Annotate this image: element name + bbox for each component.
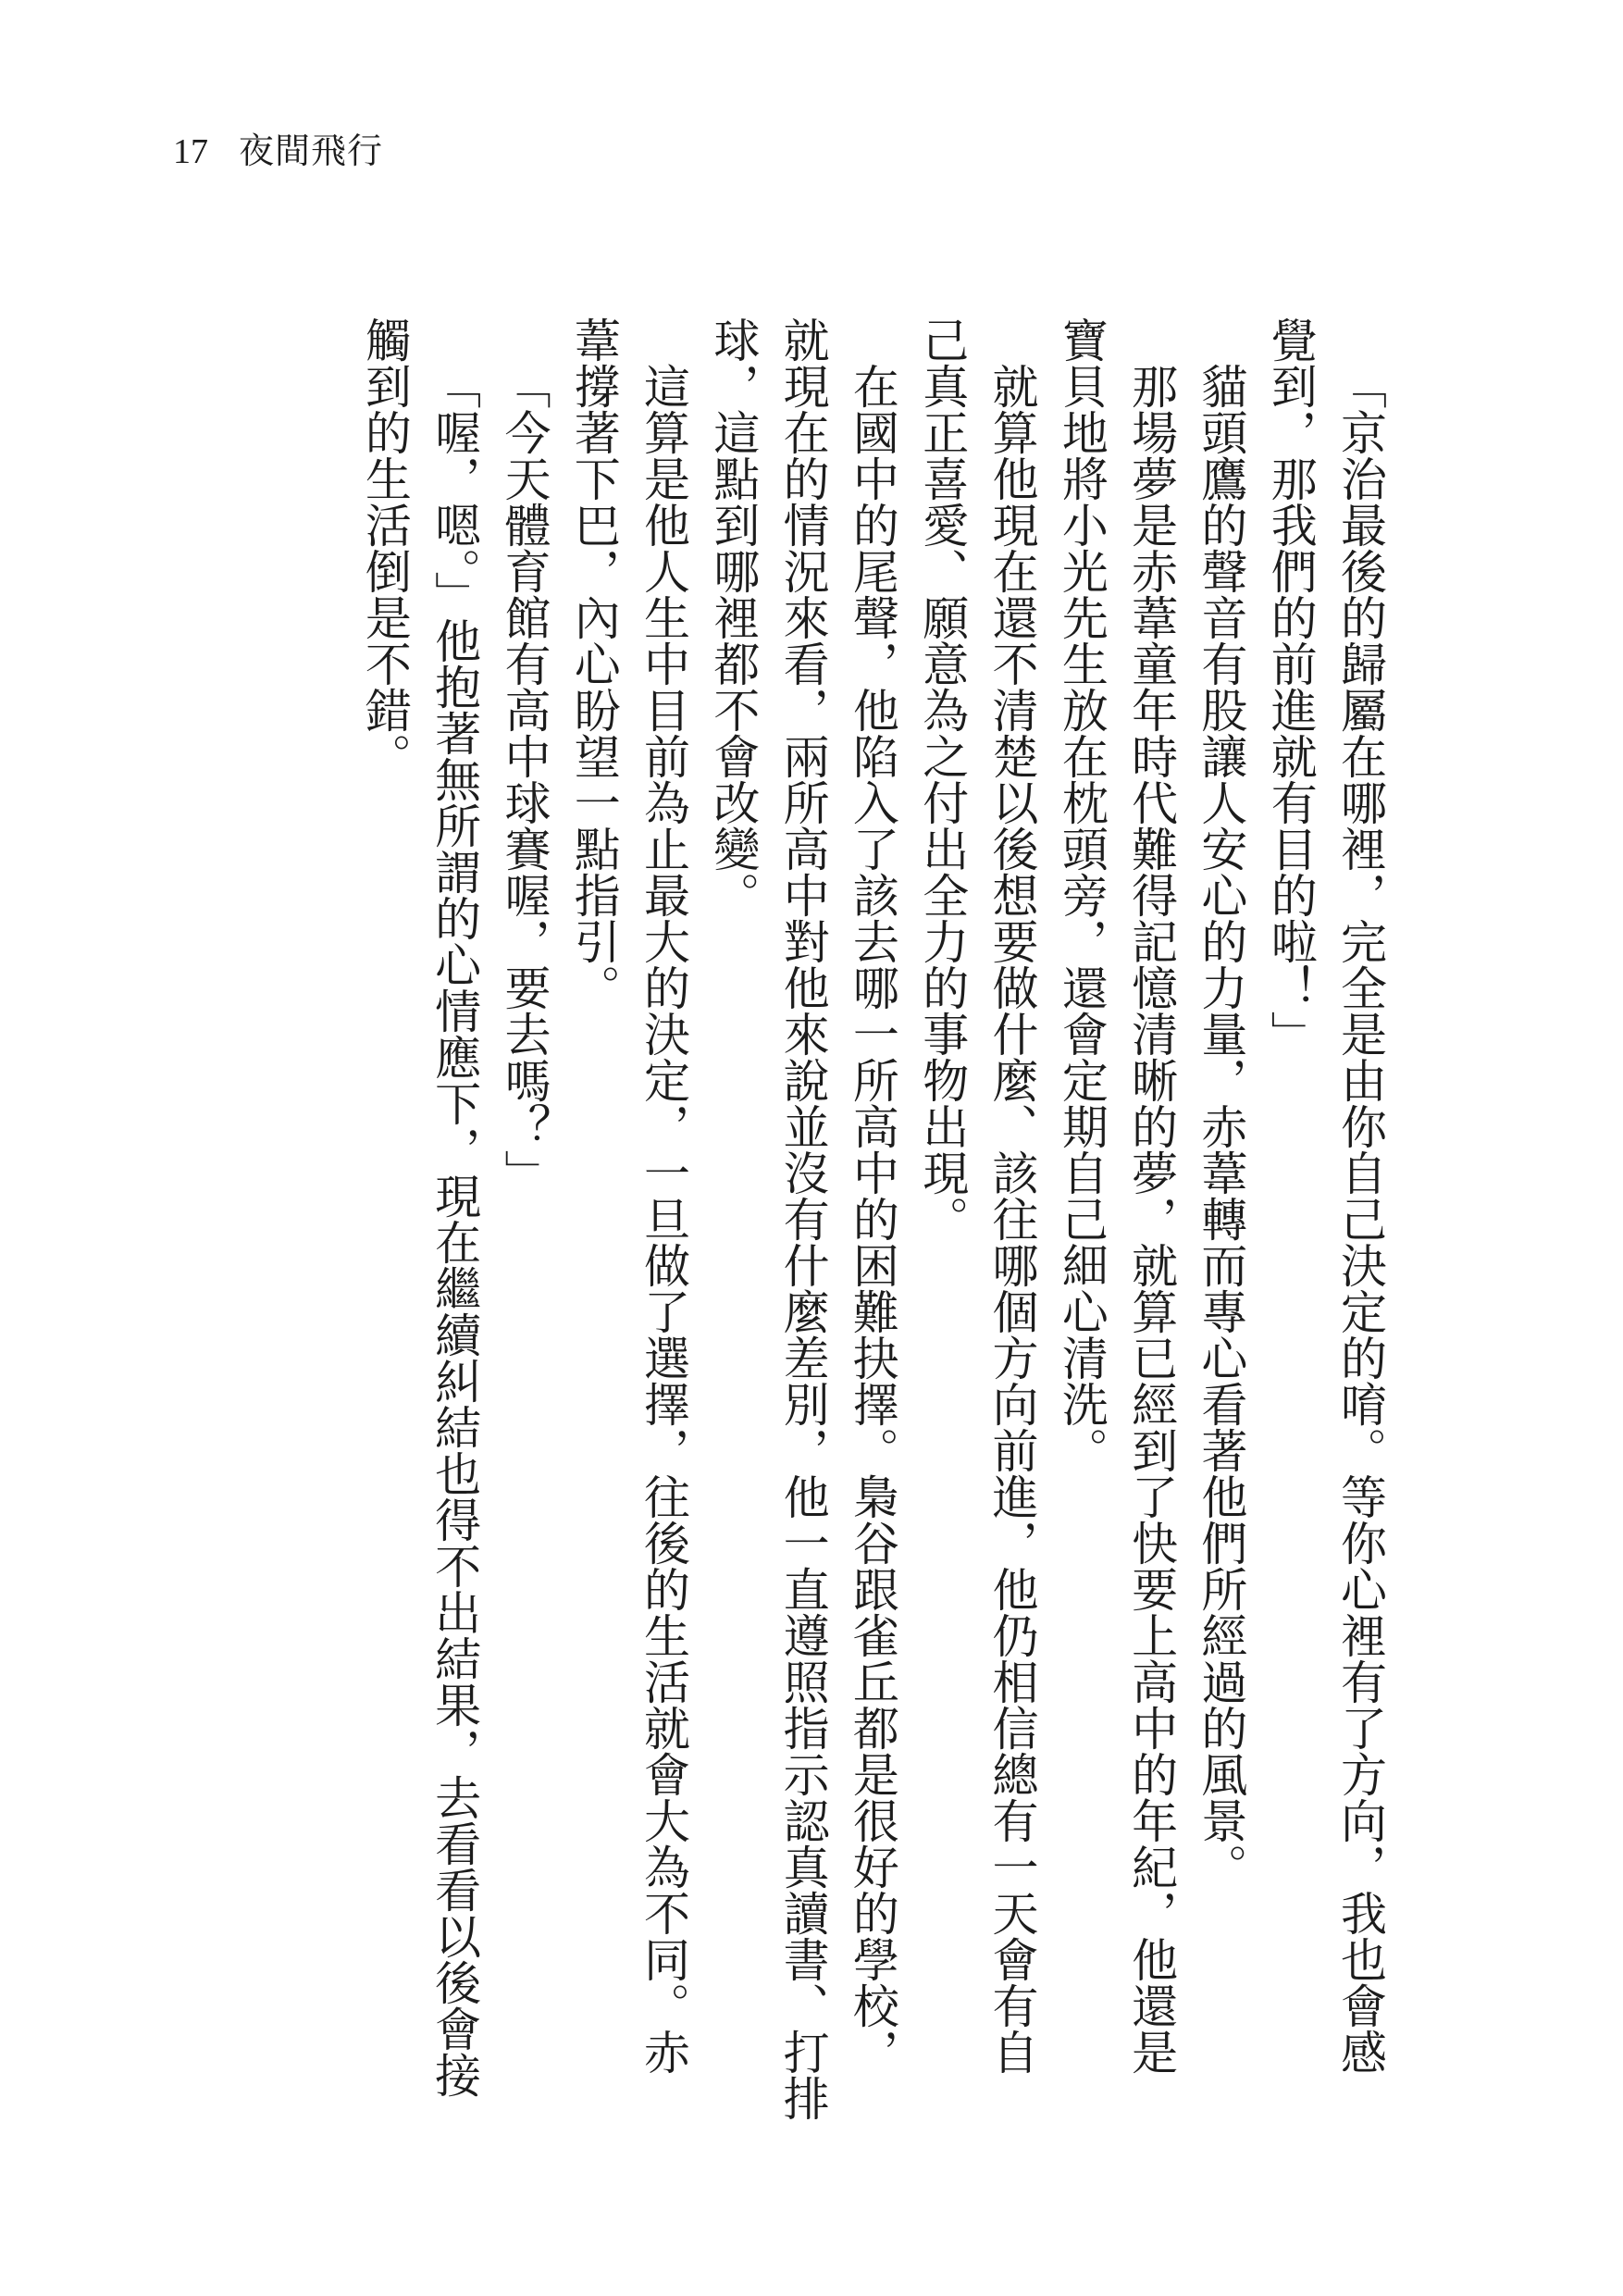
text-line: 「今天體育館有高中球賽喔，要去嗎？」 [497, 363, 551, 1196]
running-title: 夜間飛行 [239, 130, 384, 171]
text-line: 就現在的情況來看，兩所高中對他來說並沒有什麼差別，他一直遵照指示認真讀書、打排 [775, 316, 830, 2121]
text-line: 「喔，嗯。」他抱著無所謂的心情應下，現在繼續糾結也得不出結果，去看看以後會接 [427, 363, 482, 2098]
text-line: 貓頭鷹的聲音有股讓人安心的力量，赤葦轉而專心看著他們所經過的風景。 [1194, 363, 1248, 1890]
text-line: 觸到的生活倒是不錯。 [357, 316, 412, 779]
text-line: 球，這點到哪裡都不會改變。 [706, 316, 761, 918]
paragraph [1047, 316, 1186, 2158]
text-line: 在國中的尾聲，他陷入了該去哪一所高中的困難抉擇。梟谷跟雀丘都是很好的學校， [845, 363, 899, 2075]
paragraph [350, 316, 489, 2158]
text-line: 那場夢是赤葦童年時代難得記憶清晰的夢，就算已經到了快要上高中的年紀，他還是 [1124, 363, 1179, 2075]
body-text [349, 316, 1394, 2158]
text-line: 「京治最後的歸屬在哪裡，完全是由你自己決定的唷。等你心裡有了方向，我也會感 [1333, 363, 1387, 2075]
running-header [173, 130, 383, 173]
paragraph [1255, 316, 1394, 2158]
text-line: 己真正喜愛、願意為之付出全力的事物出現。 [915, 316, 970, 1242]
text-line: 覺到，那我們的前進就有目的啦！」 [1263, 316, 1318, 1057]
text-line: 這算是他人生中目前為止最大的決定，一旦做了選擇，往後的生活就會大為不同。赤 [637, 363, 691, 2075]
text-line: 就算他現在還不清楚以後想要做什麼、該往哪個方向前進，他仍相信總有一天會有自 [985, 363, 1039, 2075]
paragraph [907, 316, 1047, 2158]
page-number: 17 [173, 132, 208, 171]
paragraph [1185, 316, 1255, 2158]
text-line: 葦撐著下巴，內心盼望一點指引。 [566, 316, 621, 1011]
paragraph [489, 316, 558, 2158]
text-line: 寶貝地將小光先生放在枕頭旁，還會定期自己細心清洗。 [1054, 316, 1109, 1473]
paragraph [558, 316, 698, 2158]
paragraph [698, 316, 907, 2158]
